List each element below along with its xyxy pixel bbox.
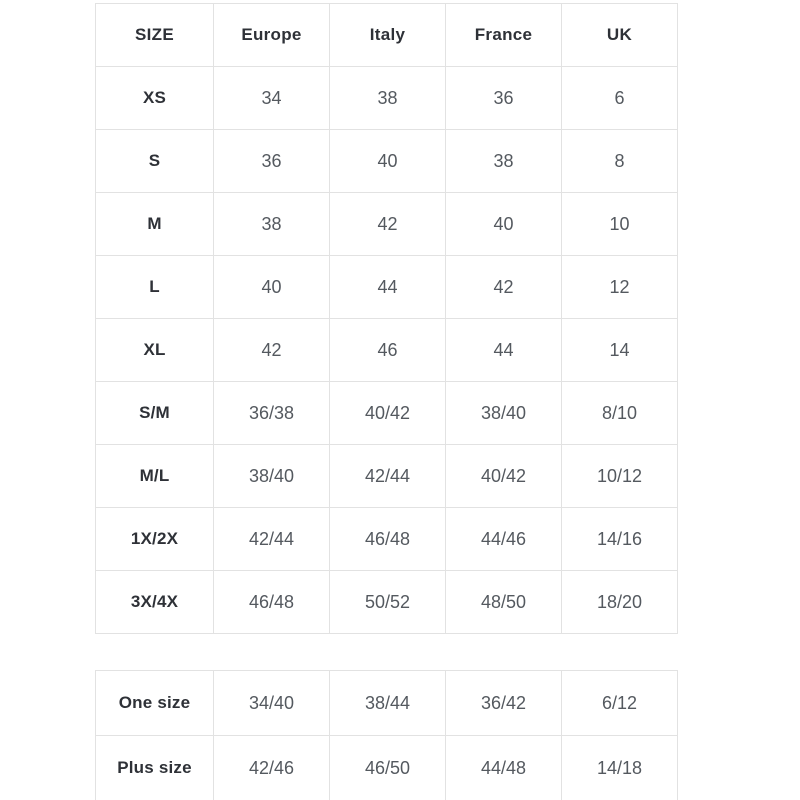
cell-france: 42 bbox=[446, 256, 562, 319]
cell-uk: 10 bbox=[562, 193, 678, 256]
cell-europe: 34/40 bbox=[214, 671, 330, 736]
cell-france: 40 bbox=[446, 193, 562, 256]
cell-uk: 6/12 bbox=[562, 671, 678, 736]
row-label: 1X/2X bbox=[96, 508, 214, 571]
cell-france: 36 bbox=[446, 67, 562, 130]
cell-italy: 50/52 bbox=[330, 571, 446, 634]
cell-italy: 46/48 bbox=[330, 508, 446, 571]
cell-italy: 40 bbox=[330, 130, 446, 193]
cell-uk: 6 bbox=[562, 67, 678, 130]
cell-europe: 36 bbox=[214, 130, 330, 193]
table-row-xs bbox=[96, 67, 678, 130]
cell-france: 40/42 bbox=[446, 445, 562, 508]
cell-italy: 42 bbox=[330, 193, 446, 256]
row-label: One size bbox=[96, 671, 214, 736]
column-header-europe: Europe bbox=[214, 4, 330, 67]
cell-uk: 8/10 bbox=[562, 382, 678, 445]
cell-france: 38/40 bbox=[446, 382, 562, 445]
row-label: 3X/4X bbox=[96, 571, 214, 634]
table-row-3x4x bbox=[96, 571, 678, 634]
cell-italy: 46/50 bbox=[330, 736, 446, 800]
cell-france: 44/48 bbox=[446, 736, 562, 800]
cell-uk: 14/16 bbox=[562, 508, 678, 571]
row-label: S/M bbox=[96, 382, 214, 445]
column-header-france: France bbox=[446, 4, 562, 67]
cell-france: 44 bbox=[446, 319, 562, 382]
row-label: XL bbox=[96, 319, 214, 382]
cell-europe: 46/48 bbox=[214, 571, 330, 634]
cell-france: 44/46 bbox=[446, 508, 562, 571]
table-row-m bbox=[96, 193, 678, 256]
cell-france: 36/42 bbox=[446, 671, 562, 736]
cell-italy: 46 bbox=[330, 319, 446, 382]
size-conversion-table bbox=[95, 3, 678, 634]
cell-europe: 38/40 bbox=[214, 445, 330, 508]
table-row-ml bbox=[96, 445, 678, 508]
cell-uk: 14 bbox=[562, 319, 678, 382]
row-label: S bbox=[96, 130, 214, 193]
column-header-uk: UK bbox=[562, 4, 678, 67]
cell-france: 38 bbox=[446, 130, 562, 193]
column-header-italy: Italy bbox=[330, 4, 446, 67]
row-label: XS bbox=[96, 67, 214, 130]
table-row-l bbox=[96, 256, 678, 319]
table-row-sm bbox=[96, 382, 678, 445]
cell-uk: 14/18 bbox=[562, 736, 678, 800]
row-label: M/L bbox=[96, 445, 214, 508]
cell-europe: 34 bbox=[214, 67, 330, 130]
row-label: Plus size bbox=[96, 736, 214, 800]
column-header-size: SIZE bbox=[96, 4, 214, 67]
header-row bbox=[96, 4, 678, 67]
table-row-1x2x bbox=[96, 508, 678, 571]
special-sizes-table bbox=[95, 670, 678, 800]
cell-italy: 38 bbox=[330, 67, 446, 130]
cell-italy: 40/42 bbox=[330, 382, 446, 445]
cell-europe: 40 bbox=[214, 256, 330, 319]
cell-uk: 18/20 bbox=[562, 571, 678, 634]
table-row-plus-size bbox=[96, 736, 678, 800]
cell-europe: 38 bbox=[214, 193, 330, 256]
cell-europe: 42/46 bbox=[214, 736, 330, 800]
cell-france: 48/50 bbox=[446, 571, 562, 634]
cell-uk: 10/12 bbox=[562, 445, 678, 508]
table-row-xl bbox=[96, 319, 678, 382]
cell-europe: 36/38 bbox=[214, 382, 330, 445]
cell-europe: 42/44 bbox=[214, 508, 330, 571]
row-label: M bbox=[96, 193, 214, 256]
table-row-s bbox=[96, 130, 678, 193]
cell-europe: 42 bbox=[214, 319, 330, 382]
table-row-one-size bbox=[96, 671, 678, 736]
cell-uk: 12 bbox=[562, 256, 678, 319]
cell-italy: 38/44 bbox=[330, 671, 446, 736]
cell-italy: 44 bbox=[330, 256, 446, 319]
cell-italy: 42/44 bbox=[330, 445, 446, 508]
cell-uk: 8 bbox=[562, 130, 678, 193]
row-label: L bbox=[96, 256, 214, 319]
